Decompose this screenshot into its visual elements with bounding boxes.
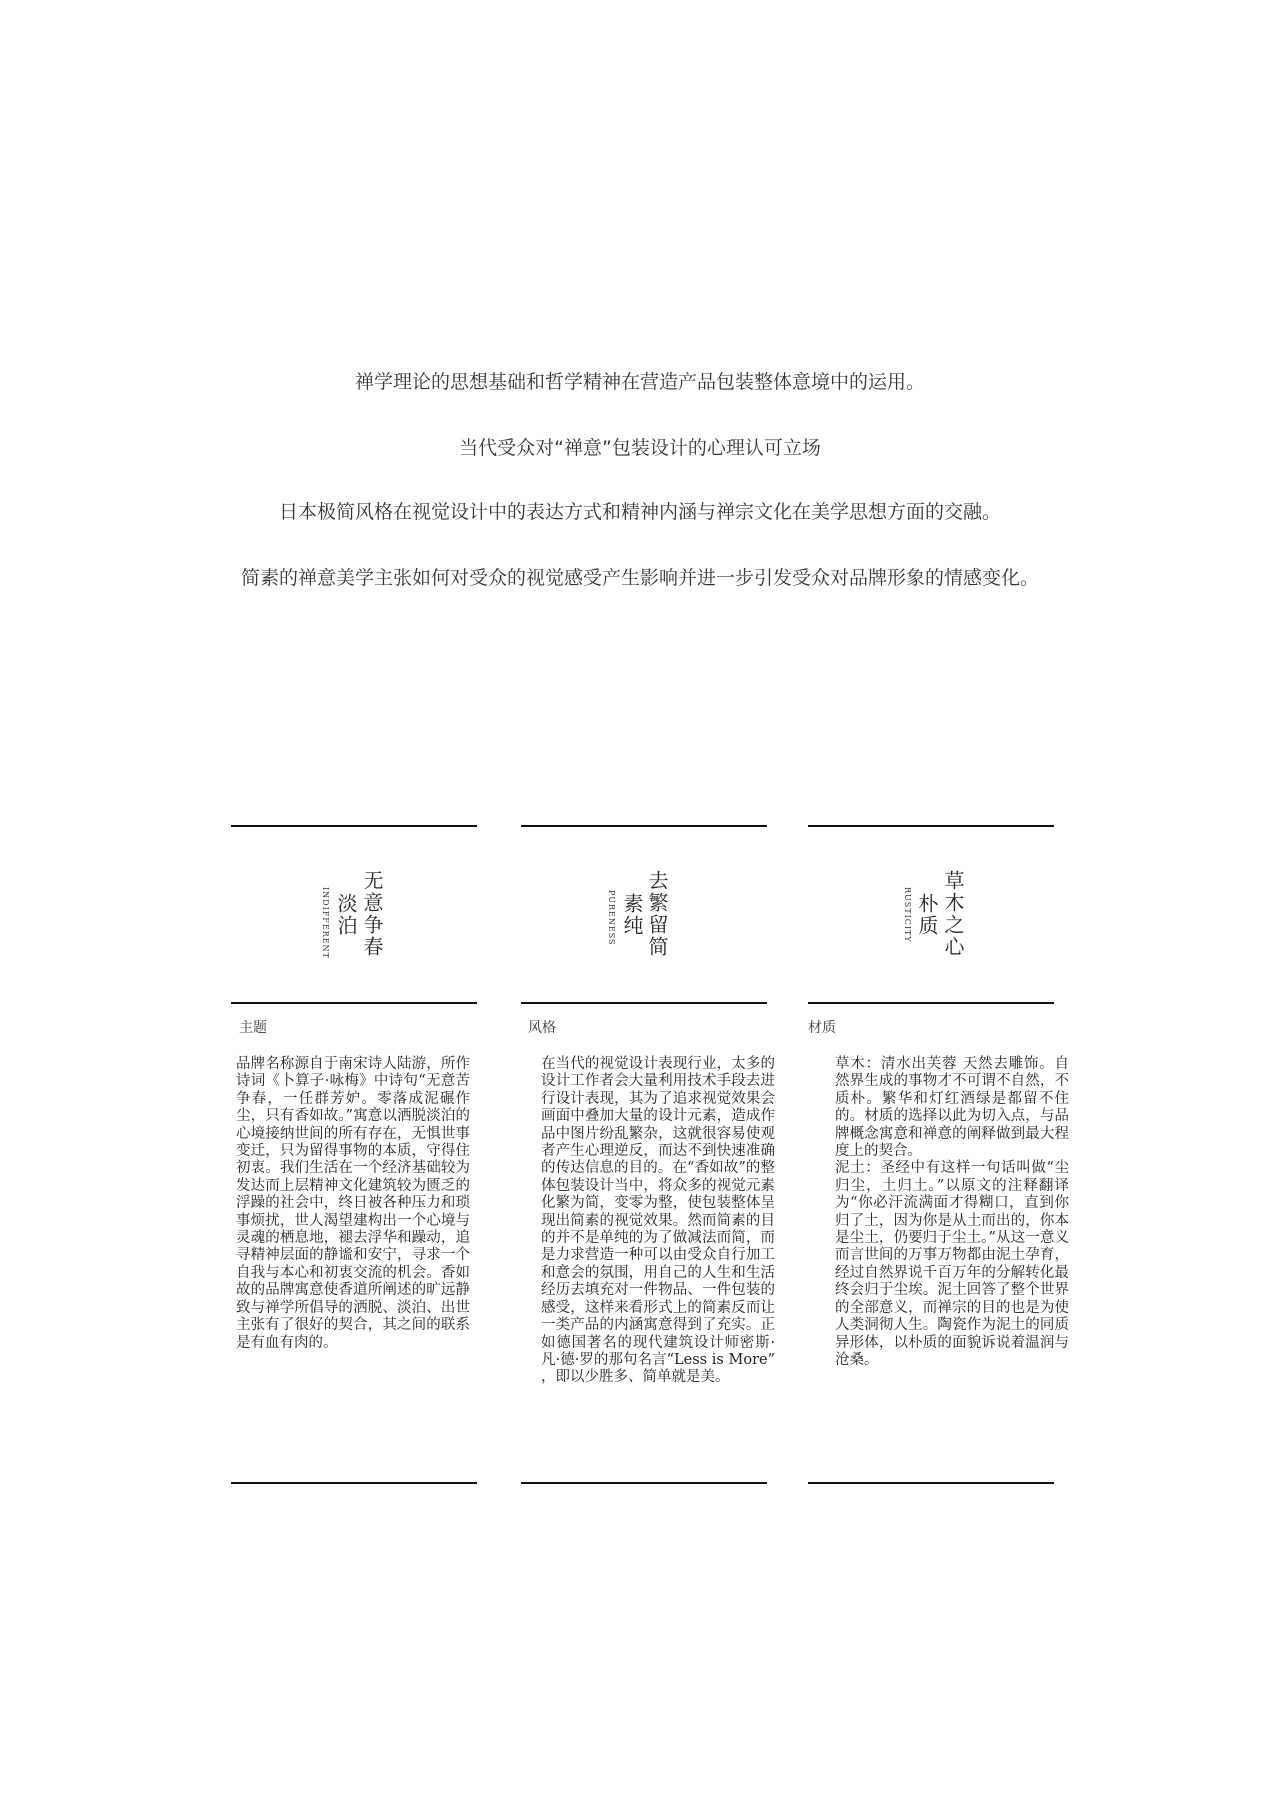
intro-line: 当代受众对“禅意”包装设计的心理认可立场: [459, 437, 821, 459]
title-en: PURENESS: [607, 890, 616, 946]
divider-middle: [231, 1002, 477, 1004]
paragraph: 草木：清水出芙蓉 天然去雕饰。自然界生成的事物才不可谓不自然，不质朴。繁华和灯红酒绿是都留不住的。材质的选择以此为切入点，与品牌概念寓意和禅意的阐释做到最大程度上的契合。: [835, 1056, 1069, 1160]
divider-top: [231, 825, 477, 827]
intro-line: 禅学理论的思想基础和哲学精神在营造产品包装整体意境中的运用。: [354, 371, 925, 393]
title-sub: 朴质: [915, 893, 939, 937]
title-main: 无意争春: [360, 870, 384, 958]
title-en: RUSTICITY: [903, 887, 912, 943]
section-label: 主题: [239, 1020, 267, 1036]
title-en: INDIFFERENT: [321, 887, 330, 959]
paragraph: 泥土：圣经中有这样一句话叫做“尘归尘，土归土。”以原文的注释翻译为“你必汗流满面才得糊口，直到你归了土，因为你是从土而出的，你本是尘土，仍要归于尘土。”从这一意义而言世间的万事万物都由泥土孕育，经过自然界说千百万年的分解转化最终会归于尘埃。泥土回答了整个世界的全部意义，而禅宗的目的也是为使人类洞彻人生。陶瓷作为泥土的同质异形体，以朴质的面貌诉说着温润与沧桑。: [835, 1160, 1069, 1368]
divider-bottom: [231, 1482, 477, 1484]
divider-top: [521, 825, 767, 827]
title-sub: 素纯: [620, 893, 644, 937]
section-body: [835, 1056, 1069, 1369]
divider-bottom: [521, 1482, 767, 1484]
divider-top: [808, 825, 1054, 827]
section-body: 品牌名称源自于南宋诗人陆游，所作诗词《卜算子·咏梅》中诗句“无意苦争春，一任群芳妒。零落成泥碾作尘，只有香如故。”寓意以洒脱淡泊的心境接纳世间的所有存在，无惧世事变迁，只为留得事物的本质，守得住初衷。我们生活在一个经济基础较为发达而上层精神文化建筑较为匮乏的浮躁的社会中，终日被各种压力和琐事烦扰，世人渴望建构出一个心境与灵魂的栖息地，褪去浮华和躁动，追寻精神层面的静谧和安宁，寻求一个自我与本心和初衷交流的机会。香如故的品牌寓意使香道所阐述的旷远静致与禅学所倡导的洒脱、淡泊、出世主张有了很好的契合，其之间的联系是有血有肉的。: [236, 1056, 470, 1351]
divider-middle: [808, 1002, 1054, 1004]
section-label: 材质: [808, 1020, 836, 1036]
title-main: 草木之心: [941, 870, 965, 958]
section-body: 在当代的视觉设计表现行业，太多的设计工作者会大量利用技术手段去进行设计表现，其为了追求视觉效果会画面中叠加大量的设计元素，造成作品中图片纷乱繁杂，这就很容易使观者产生心理逆反，而达不到快速准确的传达信息的目的。在“香如故”的整体包装设计当中，将众多的视觉元素化繁为简，变零为整，使包装整体呈现出简素的视觉效果。然而简素的目的并不是单纯的为了做减法而简，而是力求营造一种可以由受众自行加工和意会的氛围，用自己的人生和生活经历去填充对一件物品、一件包装的感受，这样来看形式上的简素反而让一类产品的内涵寓意得到了充实。正如德国著名的现代建筑设计师密斯·凡·德·罗的那句名言“Less is More” ，即以少胜多、简单就是美。: [541, 1056, 775, 1386]
intro-line: 简素的禅意美学主张如何对受众的视觉感受产生影响并进一步引发受众对品牌形象的情感变化。: [240, 567, 1039, 589]
title-sub: 淡泊: [334, 893, 358, 937]
divider-middle: [521, 1002, 767, 1004]
section-label: 风格: [528, 1020, 556, 1036]
divider-bottom: [808, 1482, 1054, 1484]
intro-line: 日本极简风格在视觉设计中的表达方式和精神内涵与禅宗文化在美学思想方面的交融。: [278, 501, 1001, 523]
title-main: 去繁留简: [645, 870, 669, 958]
